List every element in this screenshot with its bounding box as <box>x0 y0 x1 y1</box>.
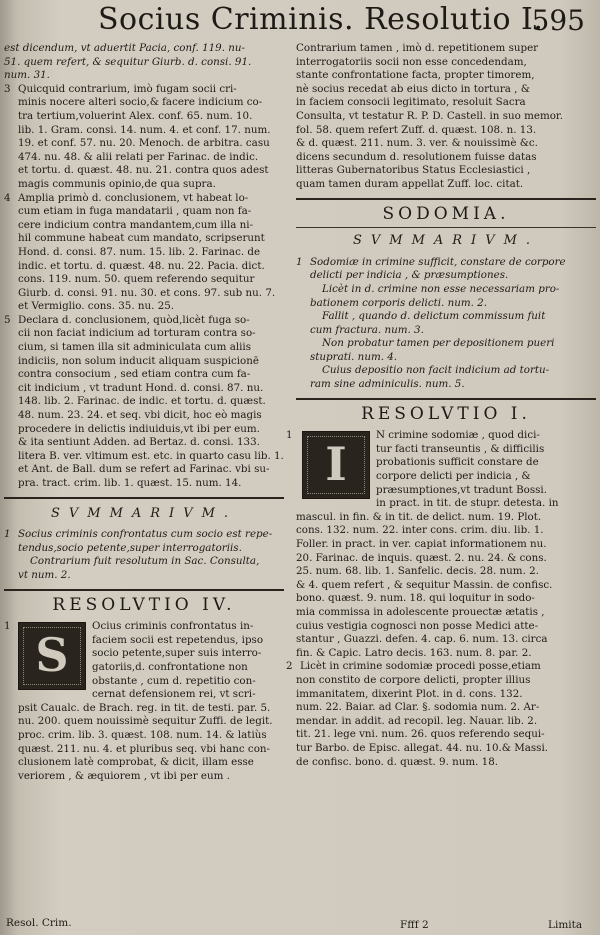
paragraph-number: 1 <box>4 620 11 633</box>
text-line: cit indicium , vt tradunt Hond. d. consi. 87. nu. <box>18 381 264 394</box>
text-line: tendus,socio petente,super interrogatoriis. <box>18 541 242 554</box>
text-line: fol. 58. quem refert Zuff. d. quæst. 108. n. 13. <box>296 123 537 136</box>
text-line: indic. et tortu. d. quæst. 48. nu. 22. Pacia. dict. <box>18 259 265 272</box>
text-line: præsumptiones,vt tradunt Bossi. <box>376 483 547 496</box>
text-line: cum etiam in fuga mandatarii , quam non fa- <box>18 205 252 218</box>
paragraph-number: 3 <box>4 82 11 95</box>
section-divider <box>4 497 284 499</box>
paragraph-number: 2 <box>286 660 293 673</box>
signature-mark: Ffff 2 <box>400 919 429 931</box>
text-line: non constito de corpore delicti, propter illius <box>296 673 531 686</box>
text-line: ram sine adminiculis. num. 5. <box>310 378 465 391</box>
text-line: & 4. quem refert , & sequitur Massin. de confisc. <box>296 578 553 591</box>
paragraph-2 <box>286 660 596 769</box>
text-line: Licèt in crimine sodomiæ procedi posse,etiam <box>300 660 541 673</box>
text-line: psit Caualc. de Brach. reg. in tit. de testi. par. 5. <box>18 701 271 714</box>
text-line: fin. & Capic. Latro decis. 163. num. 8. par. 2. <box>296 646 532 659</box>
text-line: & ita sentiunt Adden. ad Bertaz. d. consi. 133. <box>18 436 260 449</box>
text-line: cii non faciat indicium ad torturam contra so- <box>18 327 256 340</box>
section-divider <box>296 227 596 228</box>
text-line: contra consocium , sed etiam contra cum fa- <box>18 368 251 381</box>
left-continuation <box>4 42 284 83</box>
text-line: & d. quæst. 211. num. 3. ver. & nouissimè &c. <box>296 137 538 150</box>
section-divider <box>296 398 596 400</box>
text-line: nu. 200. quem nouissimè sequitur Zuffi. de legit. <box>18 715 273 728</box>
text-line: tit. 21. lege vni. num. 26. quos referendo sequi- <box>296 728 545 741</box>
text-line: faciem socii est repetendus, ipso <box>92 633 264 646</box>
text-line: Contrarium fuit resolutum in Sac. Consulta, <box>30 555 260 568</box>
text-line: cons. 132. num. 22. inter cons. crim. diu. lib. 1. <box>296 524 544 537</box>
text-line: clusionem latè comprobat, & dicit, illam esse <box>18 756 254 769</box>
text-line: 474. nu. 48. & alii relati per Farinac. de indic. <box>18 150 259 163</box>
section-divider <box>4 589 284 591</box>
right-continuation <box>296 42 596 192</box>
text-line: cium, si tamen illa sit adminiculata cum aliis <box>18 341 252 354</box>
text-line: quæst. 211. nu. 4. et pluribus seq. vbi hanc con- <box>18 742 271 755</box>
text-line: procedere in delictis indiuiduis,vt ibi per eum. <box>18 422 260 435</box>
resolutio-title: RESOLVTIO IV. <box>52 594 236 615</box>
summary-number: 1 <box>296 255 303 268</box>
text-line: immanitatem, dixerint Plot. in d. cons. 132. <box>296 687 523 700</box>
text-line: 148. lib. 2. Farinac. de indic. et tortu. d. quæst. <box>18 395 266 408</box>
text-line: Ocius criminis confrontatus in- <box>92 620 254 633</box>
text-line: Consulta, vt testatur R. P. D. Castell. in suo memor. <box>296 109 563 122</box>
resolutio-title: RESOLVTIO I. <box>361 403 531 424</box>
section-divider <box>296 198 596 200</box>
text-line: 51. quem refert, & sequitur Giurb. d. consi. 91. <box>4 55 252 68</box>
text-line: obstante , cum d. repetitio con- <box>92 674 256 687</box>
ornamental-initial: I <box>302 431 370 499</box>
text-line: magis communis opinio,de qua supra. <box>18 177 216 190</box>
text-line: delicti per indicia , & præsumptiones. <box>310 269 509 282</box>
catchword-left: Resol. Crim. <box>6 917 72 929</box>
text-line: tur Barbo. de Episc. allegat. 44. nu. 10.& Massi. <box>296 741 549 754</box>
text-line: bationem corporis delicti. num. 2. <box>310 296 487 309</box>
text-line: minis nocere alteri socio,& facere indicium co- <box>18 96 263 109</box>
text-line: lib. 1. Gram. consi. 14. num. 4. et conf. 17. num. <box>18 123 271 136</box>
summary-item <box>4 528 284 582</box>
text-line: Cuius depositio non facit indicium ad tortu- <box>322 364 550 377</box>
text-line: Licèt in d. crimine non esse necessariam pro- <box>322 282 560 295</box>
text-line: veriorem , & æquiorem , vt ibi per eum . <box>18 769 230 782</box>
running-title: Socius Criminis. Resolutio I. <box>98 2 544 37</box>
page-number: 595 <box>531 4 585 37</box>
text-line: tra tertium,voluerint Alex. conf. 65. num. 10. <box>18 109 253 122</box>
right-column <box>286 42 596 769</box>
text-line: litera B. ver. vltimum est. etc. in quarto casu lib. 1. <box>18 449 284 462</box>
text-line: Quicquid contrarium, imò fugam socii cri- <box>18 82 237 95</box>
text-line: Amplia primò d. conclusionem, vt habeat lo- <box>18 191 249 204</box>
section-title: SODOMIA. <box>382 203 510 224</box>
text-line: Giurb. d. consi. 91. nu. 30. et cons. 97. sub nu. 7. <box>18 286 276 299</box>
text-line: mascul. in fin. & in tit. de delict. num. 19. Plot. <box>296 510 542 523</box>
text-line: gatoriis,d. confrontatione non <box>92 660 248 673</box>
paragraph-number: 5 <box>4 313 11 326</box>
text-line: stuprati. num. 4. <box>310 350 398 363</box>
paragraph-1 <box>4 620 284 783</box>
catchword-right: Limita <box>548 919 583 931</box>
text-line: et Ant. de Ball. dum se refert ad Farinac. vbi su- <box>18 463 270 476</box>
text-line: Foller. in pract. in ver. capiat informationem nu. <box>296 538 547 550</box>
text-line: cuius vestigia cognosci non posse Medici atte- <box>296 619 539 632</box>
text-line: in pract. in tit. de stupr. detesta. in <box>376 497 559 510</box>
text-line: 20. Farinac. de inquis. quæst. 2. nu. 24. & cons. <box>296 551 547 564</box>
text-line: socio petente,super suis interro- <box>92 647 262 660</box>
text-line: bono. quæst. 9. num. 18. qui loquitur in sodo- <box>296 592 535 605</box>
text-line: hil commune habeat cum mandato, scripserunt <box>18 232 265 245</box>
paragraph-5 <box>4 314 284 491</box>
text-line: cernat defensionem rei, vt scri- <box>92 688 256 701</box>
text-line: stantur , Guazzi. defen. 4. cap. 6. num. 13. circa <box>296 633 548 646</box>
text-line: Hond. d. consi. 87. num. 15. lib. 2. Farinac. de <box>18 245 261 258</box>
text-line: quam tamen duram appellat Zuff. loc. citat. <box>296 177 524 190</box>
text-line: Declara d. conclusionem, quòd,licèt fuga so- <box>18 313 250 326</box>
text-line: nè socius recedat ab eius dicto in tortura , & <box>296 82 530 95</box>
paragraph-3 <box>4 83 284 192</box>
text-line: in faciem consocii legitimato, resoluit Sacra <box>296 96 526 109</box>
text-line: et tortu. d. quæst. 48. nu. 21. contra quos adest <box>18 164 269 177</box>
text-line: pra. tract. crim. lib. 1. quæst. 15. num. 14. <box>18 477 242 489</box>
text-line: cere indicium contra mandantem,cum illa ni- <box>18 218 254 231</box>
text-line: cons. 119. num. 50. quem referendo sequitur <box>18 273 255 286</box>
text-line: interrogatoriis socii non esse concedendam, <box>296 55 527 68</box>
text-line: tur facti transeuntis , & difficilis <box>376 442 545 455</box>
text-line: Non probatur tamen per depositionem pueri <box>322 337 555 350</box>
text-line: Contrarium tamen , imò d. repetitionem super <box>296 42 539 54</box>
text-line: probationis sufficit constare de <box>376 456 539 469</box>
ornamental-initial: S <box>18 622 86 690</box>
paragraph-4 <box>4 192 284 314</box>
text-line: stante confrontatione facta, propter timorem, <box>296 69 535 82</box>
text-line: Fallit , quando d. delictum commissum fuit <box>322 310 546 323</box>
text-line: mia commissa in adolescente prouectæ ætatis , <box>296 605 545 618</box>
text-line: num. 22. Baiar. ad Clar. §. sodomia num. 2. Ar- <box>296 701 540 714</box>
text-line: Socius criminis confrontatus cum socio est repe- <box>18 528 273 541</box>
text-line: dicens secundum d. resolutionem fuisse datas <box>296 150 537 163</box>
summary-title: SVMMARIVM. <box>50 505 238 521</box>
text-line: 19. et conf. 57. nu. 20. Menoch. de arbitra. casu <box>18 137 270 150</box>
text-line: Sodomiæ in crimine sufficit, constare de corpore <box>310 255 566 268</box>
text-line: est dicendum, vt aduertit Pacia, conf. 119. nu- <box>4 42 246 54</box>
paragraph-1 <box>286 429 596 660</box>
paragraph-number: 4 <box>4 191 11 204</box>
text-line: 48. num. 23. 24. et seq. vbi dicit, hoc eò magis <box>18 409 262 422</box>
text-line: cum fractura. num. 3. <box>310 323 424 336</box>
text-line: indiciis, non solum inducit aliquam suspicionē <box>18 354 259 367</box>
text-line: 25. num. 68. lib. 1. Sanfelic. decis. 28. num. 2. <box>296 565 539 578</box>
text-line: num. 31. <box>4 69 50 82</box>
text-line: de confisc. bono. d. quæst. 9. num. 18. <box>296 755 499 768</box>
summary-number: 1 <box>4 528 11 541</box>
text-line: vt num. 2. <box>18 568 71 581</box>
summary-item <box>296 256 596 392</box>
text-line: corpore delicti per indicia , & <box>376 470 531 483</box>
left-column <box>4 42 284 783</box>
text-line: mendar. in addit. ad recopil. leg. Nauar. lib. 2. <box>296 714 538 727</box>
text-line: proc. crim. lib. 3. quæst. 108. num. 14. & latiùs <box>18 728 267 741</box>
text-line: et Vermiglio. cons. 35. nu. 25. <box>18 300 175 313</box>
text-line: N crimine sodomiæ , quod dici- <box>376 429 540 442</box>
summary-title: SVMMARIVM. <box>352 233 540 249</box>
page-header <box>20 2 595 42</box>
paragraph-number: 1 <box>286 429 293 442</box>
text-line: litteras Gubernatoribus Status Ecclesiastici , <box>296 164 531 177</box>
